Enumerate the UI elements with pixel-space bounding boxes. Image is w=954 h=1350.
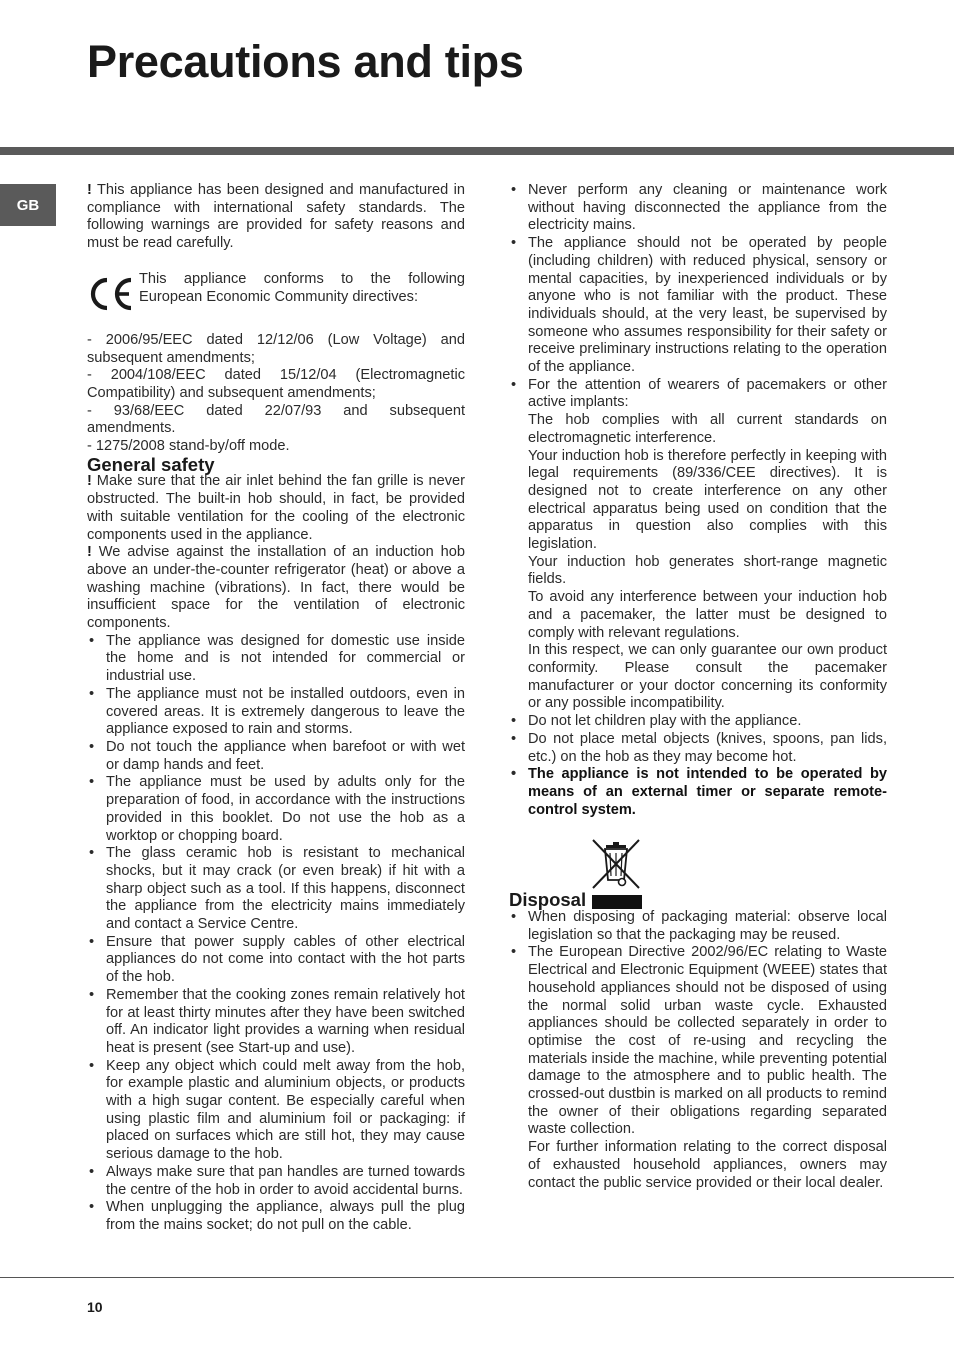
list-item: • When disposing of packaging material: observe local legislation so that the packaging may be reused. [509,909,887,944]
warning-mark: ! [87,544,92,561]
safety-list-continued [509,182,887,819]
disposal-heading-row [509,891,887,909]
ventilation-warning-text: Make sure that the air inlet behind the fan grille is never obstructed. The built-in hob should, in fact, be provided with suitable ventilation for the cooling of the electronic components used in the appliance. [87,473,465,543]
pacemaker-intro: • For the attention of wearers of pacemakers or other active implants: [528,376,887,411]
general-safety-heading: General safety [87,453,215,475]
list-item: • The appliance must not be installed outdoors, even in covered areas. It is extremely dangerous to leave the appliance exposed to rain and storms. [87,686,465,739]
list-item [509,944,887,1192]
pacemaker-paragraph: Your induction hob is therefore perfectly in keeping with legal requirements (89/336/CEE directives). It is designed not to create interference on any other electrical apparatus being used on condition that the apparatus in question also complies with this legislation. [528,447,887,553]
timer-warning-item: • The appliance is not intended to be operated by means of an external timer or separate remote-control system. [509,766,887,819]
disposal-list [509,909,887,1192]
pacemaker-item [509,377,887,713]
language-tab: GB [0,184,56,226]
installation-warning-text: We advise against the installation of an induction hob above an under-the-counter refrigerator (heat) or above a washing machine (vibrations). In fact, there would be insufficient space for the ventilation of electronic components. [87,544,465,632]
list-item: • Ensure that power supply cables of other electrical appliances do not come into contact with the hot parts of the hob. [87,934,465,987]
intro-text: This appliance has been designed and manufactured in compliance with international safety standards. The following warnings are provided for safety reasons and must be read carefully. [87,182,465,252]
directive-item: - 1275/2008 stand-by/off mode. [87,438,290,455]
crossed-out-bin-icon [589,837,643,891]
warning-mark: ! [87,182,92,198]
footer-divider [0,1277,954,1278]
page-number: 10 [87,1299,103,1315]
pacemaker-paragraph: The hob complies with all current standards on electromagnetic interference. [528,412,887,446]
directive-item: - 2004/108/EEC dated 15/12/04 (Electromagnetic Compatibility) and subsequent amendments; [87,367,465,401]
right-column [509,182,887,1192]
installation-warning [87,544,465,633]
disposal-further-info: For further information relating to the correct disposal of exhausted household appliances, owners may contact the public service provided or their local dealer. [528,1139,887,1191]
list-item: • Keep any object which could melt away from the hob, for example plastic and aluminium objects, or products with a high sugar content. Be especially careful when using plastic film and aluminium foil or packaging: if placed on surfaces which are still hot, they may cause serious damage to the hob. [87,1058,465,1164]
general-safety-list [87,633,465,1235]
directive-item: - 2006/95/EEC dated 12/12/06 (Low Voltage) and subsequent amendments; [87,331,465,366]
header-divider [0,147,954,155]
list-item: • When unplugging the appliance, always pull the plug from the mains socket; do not pull on the cable. [87,1199,465,1234]
ce-conformity [87,271,465,314]
list-item: • Do not touch the appliance when barefoot or with wet or damp hands and feet. [87,739,465,774]
ventilation-warning [87,473,465,544]
list-item: • The appliance must be used by adults only for the preparation of food, in accordance with the instructions provided in this booklet. Do not use the hob as a worktop or chopping board. [87,774,465,845]
intro-paragraph [87,182,465,253]
list-item: • The appliance was designed for domestic use inside the home and is not intended for commercial or industrial use. [87,633,465,686]
list-item: • The glass ceramic hob is resistant to mechanical shocks, but it may crack (or even break) if hit with a sharp object such as a tool. If this happens, disconnect the appliance from the electricity mains immediately and contact a Service Centre. [87,845,465,934]
disposal-heading: Disposal [509,889,587,911]
list-item: • The appliance should not be operated by people (including children) with reduced physical, sensory or mental capacities, by inexperienced individuals or by anyone who is not familiar with the product. These individuals should, at the very least, be supervised by someone who assumes responsibility for their safety or receive preliminary instructions relating to the operation of the appliance. [509,235,887,377]
list-item: • Do not place metal objects (knives, spoons, pan lids, etc.) on the hob as they may become hot. [509,731,887,766]
disposal-bar [592,895,642,909]
left-column [87,182,465,1235]
list-item: • Do not let children play with the appliance. [509,713,887,731]
weee-symbol [509,837,887,909]
list-item: • Remember that the cooking zones remain relatively hot for at least thirty minutes after they have been switched off. An indicator light provides a warning when residual heat is present (see Start-up and use). [87,987,465,1058]
ce-mark-icon [87,274,137,314]
ce-text: This appliance conforms to the following European Economic Community directives: [139,270,465,305]
directive-item: - 93/68/EEC dated 22/07/93 and subsequent amendments. [87,402,465,437]
page-title: Precautions and tips [87,36,524,87]
pacemaker-paragraph: To avoid any interference between your induction hob and a pacemaker, the latter must be designed to comply with relevant regulations. [528,589,887,641]
list-item: • Never perform any cleaning or maintenance work without having disconnected the appliance from the electricity mains. [509,182,887,235]
pacemaker-paragraph: Your induction hob generates short-range magnetic fields. [528,553,887,588]
list-item: • Always make sure that pan handles are turned towards the centre of the hob in order to avoid accidental burns. [87,1164,465,1199]
warning-mark: ! [87,473,92,490]
weee-directive-text: • The European Directive 2002/96/EC relating to Waste Electrical and Electronic Equipment (WEEE) states that household appliances should not be disposed of using the normal solid urban waste cycle. Exhausted appliances should be collected separately in order to optimise the cost of re-using and recycling the materials inside the machine, while preventing potential damage to the atmosphere and to public health. The crossed-out dustbin is marked on all products to remind the owner of their obligations regarding separated waste collection. [528,944,887,1138]
directive-list [87,332,465,456]
pacemaker-paragraph: In this respect, we can only guarantee our own product conformity. Please consult the pacemaker manufacturer or your doctor concerning its conformity or any possible incompatibility. [528,642,887,712]
